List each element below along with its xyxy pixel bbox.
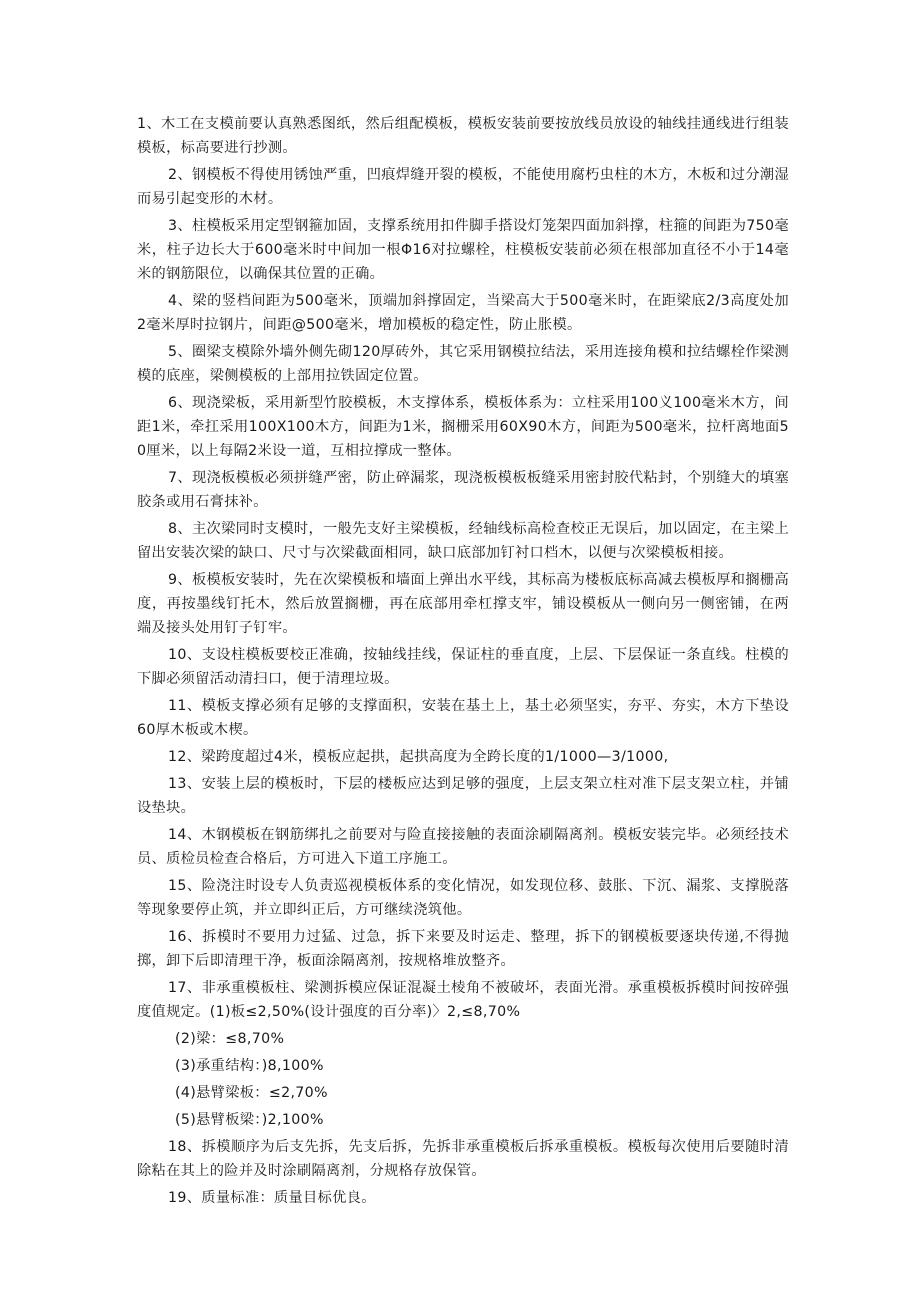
paragraph-14: 14、木钢模板在钢筋绑扎之前要对与险直接接触的表面涂刷隔离剂。模板安装完毕。必须经技术员、质检员检查合格后，方可进入下道工序施工。 <box>137 827 789 867</box>
paragraph-9: 9、板模板安装时，先在次梁模板和墙面上弹出水平线，其标高为楼板底标高减去模板厚和搁栅高度，再按墨线钉托木，然后放置搁栅，再在底部用牵杠撑支牢，铺设模板从一侧向另一侧密铺，在两端及接头处用钉子钉牢。 <box>137 572 789 636</box>
paragraph-19: 19、质量标准：质量目标优良。 <box>168 1190 376 1206</box>
paragraph-16: 16、拆模时不要用力过猛、过急，拆下来要及时运走、整理，拆下的钢模板要逐块传递,不得抛掷，卸下后即清理干净，板面涂隔离剂，按规格堆放整齐。 <box>137 929 789 969</box>
paragraph-18: 18、拆模顺序为后支先拆，先支后拆，先拆非承重模板后拆承重模板。模板每次使用后要随时清除粘在其上的险并及时涂刷隔离剂，分规格存放保管。 <box>137 1139 789 1179</box>
paragraph-12: 12、梁跨度超过4米，模板应起拱，起拱高度为全跨长度的1/1000—3/1000, <box>168 749 669 765</box>
sub-item-2: (2)梁：≤8,70% <box>175 1031 285 1047</box>
paragraph-13: 13、安装上层的模板时，下层的楼板应达到足够的强度，上层支架立柱对准下层支架立柱，并铺设垫块。 <box>137 776 789 816</box>
paragraph-3: 3、柱模板采用定型钢箍加固，支撑系统用扣件脚手搭设灯笼架四面加斜撑，柱箍的间距为750毫米，柱子边长大于600毫米时中间加一根Φ16对拉螺栓，柱模板安装前必须在根部加直径不小于14毫米的钢筋限位，以确保其位置的正确。 <box>137 218 789 282</box>
paragraph-2: 2、钢模板不得使用锈蚀严重，凹痕焊缝开裂的模板，不能使用腐朽虫柱的木方，木板和过分潮湿而易引起变形的木材。 <box>137 167 789 207</box>
paragraph-17: 17、非承重模板柱、梁测拆模应保证混凝土棱角不被破坏，表面光滑。承重模板拆模时间按碎强度值规定。(1)板≤2,50%(设计强度的百分率)〉2,≤8,70% <box>137 980 789 1020</box>
paragraph-4: 4、梁的竖档间距为500毫米，顶端加斜撑固定，当梁高大于500毫米时，在距梁底2/3高度处加2毫米厚时拉钢片，间距@500毫米，增加模板的稳定性，防止胀模。 <box>137 293 789 333</box>
paragraph-6: 6、现浇梁板，采用新型竹胶模板，木支撑体系，模板体系为：立柱采用100义100毫米木方，间距1米，牵扛采用100X100木方，间距为1米，搁栅采用60X90木方，间距为500毫米，拉杆离地面50厘米，以上每隔2米设一道，互相拉撑成一整体。 <box>137 395 789 459</box>
sub-item-3: (3)承重结构：)8,100% <box>175 1058 324 1074</box>
paragraph-8: 8、主次梁同时支模时，一般先支好主梁模板，经轴线标高检查校正无误后，加以固定，在主梁上留出安装次梁的缺口、尺寸与次梁截面相同，缺口底部加钉衬口档木，以便与次梁模板相接。 <box>137 521 789 561</box>
document-body <box>137 112 789 1213</box>
sub-item-4: (4)悬臂梁板：≤2,70% <box>175 1085 328 1101</box>
paragraph-10: 10、支设柱模板要校正准确，按轴线挂线，保证柱的垂直度，上层、下层保证一条直线。柱模的下脚必须留活动清扫口，便于清理垃圾。 <box>137 647 789 687</box>
paragraph-5: 5、圈梁支模除外墙外侧先砌120厚砖外，其它采用钢模拉结法，采用连接角模和拉结螺栓作梁测模的底座，梁侧模板的上部用拉铁固定位置。 <box>137 344 789 384</box>
paragraph-15: 15、险浇注时设专人负责巡视模板体系的变化情况，如发现位移、鼓胀、下沉、漏浆、支撑脱落等现象要停止筑，并立即纠正后，方可继续浇筑他。 <box>137 878 789 918</box>
paragraph-1: 1、木工在支模前要认真熟悉图纸，然后组配模板，模板安装前要按放线员放设的轴线挂通线进行组装模板，标高要进行抄测。 <box>137 116 789 156</box>
paragraph-11: 11、模板支撑必须有足够的支撑面积，安装在基土上，基土必须坚实，夯平、夯实，木方下垫设60厚木板或木楔。 <box>137 698 789 738</box>
paragraph-7: 7、现浇板模板必须拼缝严密，防止碎漏浆，现浇板模板板缝采用密封胶代粘封，个别缝大的填塞胶条或用石膏抹补。 <box>137 470 789 510</box>
sub-item-5: (5)悬臂板梁：)2,100% <box>175 1112 324 1128</box>
